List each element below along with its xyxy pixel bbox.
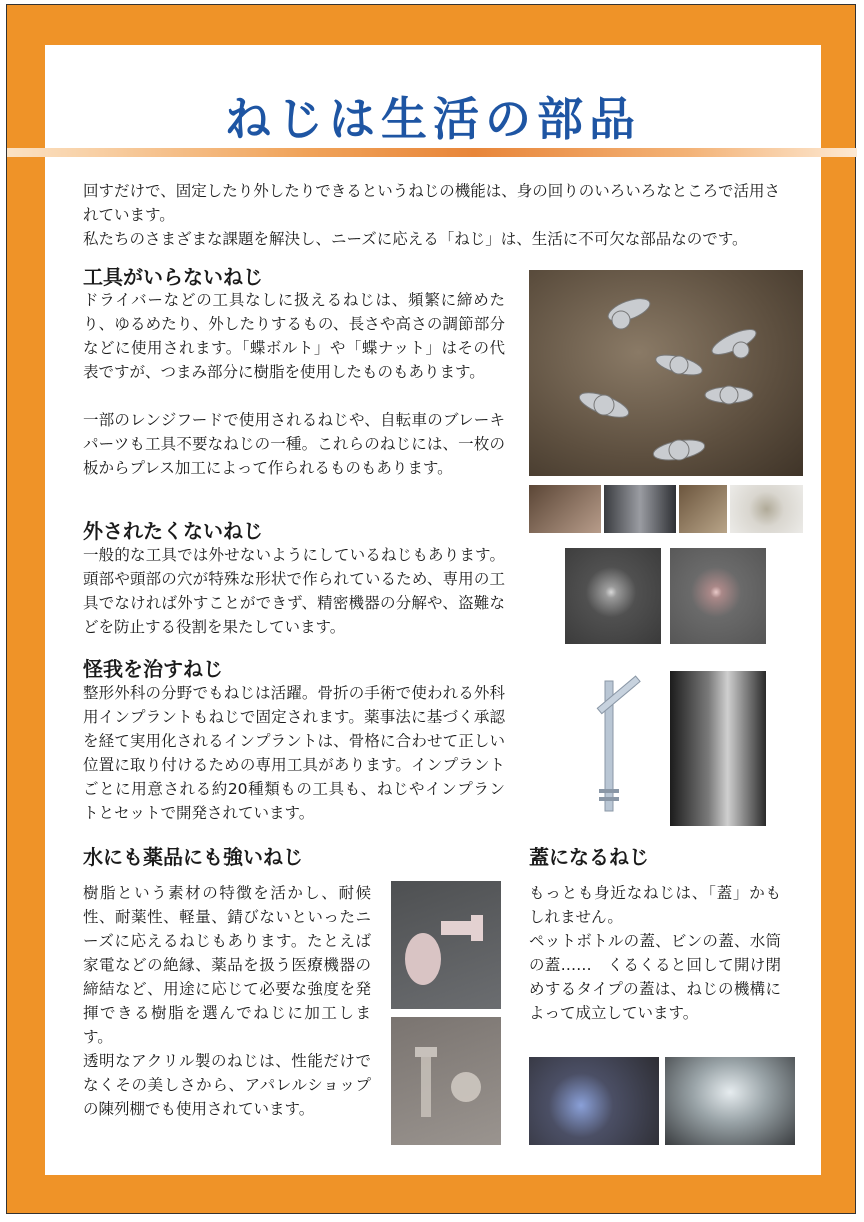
tamper-screw-photo-2 [670, 548, 766, 644]
content-panel [45, 45, 821, 1175]
bicycle-brake-photo [604, 485, 676, 533]
heading-medical: 怪我を治すねじ [83, 657, 223, 681]
acrylic-screw-photo [391, 1017, 501, 1145]
cap-paragraph-1: もっとも身近なねじは、「蓋」かもしれません。 [529, 884, 781, 926]
jar-lid-photo [665, 1057, 795, 1145]
range-hood-screw-photo [529, 485, 601, 533]
heading-cap: 蓋になるねじ [529, 845, 649, 869]
medical-paragraph: 整形外科の分野でもねじは活躍。骨折の手術で使われる外科用インプラントもねじで固定されます。薬事法に基づく承認を経て実用化されるインプラントは、骨格に合わせて正しい位置に取り付けるための専用工具があります。インプラントごとに用意される約20種類もの工具も、ねじやインプラントとセットで開発されています。 [83, 684, 505, 822]
title-divider [7, 148, 857, 157]
intro-paragraph-2: 私たちのさまざまな課題を解決し、ニーズに応える「ねじ」は、生活に不可欠な部品なのです。 [83, 230, 748, 248]
implant-icon [565, 671, 657, 821]
wing-nuts-photo [529, 270, 803, 476]
heading-resin: 水にも薬品にも強いねじ [83, 845, 303, 869]
resin-screw-photo [391, 881, 501, 1009]
tool-free-paragraph-1: ドライバーなどの工具なしに扱えるねじは、頻繁に締めたり、ゆるめたり、外したりするもの、長さや高さの調節部分などに使用されます。「蝶ボルト」や「蝶ナット」はその代表ですが、つまみ部分に樹脂を使用したものもあります。 [83, 291, 505, 381]
tamper-screw-photo-1 [565, 548, 661, 644]
intro-paragraph-1: 回すだけで、固定したり外したりできるというねじの機能は、身の回りのいろいろなところで活用されています。 [83, 182, 781, 224]
tool-free-paragraph-2: 一部のレンジフードで使用されるねじや、自転車のブレーキパーツも工具不要なねじの一種。これらのねじには、一枚の板からプレス加工によって作られるものもあります。 [83, 411, 505, 477]
cap-paragraph-2: ペットボトルの蓋、ビンの蓋、水筒の蓋…… くるくると回して開け閉めするタイプの蓋は、ねじの機構によって成立しています。 [529, 932, 781, 1022]
implant-photo [565, 671, 657, 821]
bottle-cap-photo [529, 1057, 659, 1145]
xray-photo [670, 671, 766, 826]
resin-paragraph-1: 樹脂という素材の特徴を活かし、耐候性、耐薬性、軽量、錆びないといったニーズに応えるねじもあります。たとえば家電などの絶縁、薬品を扱う医療機器の締結など、用途に応じて必要な強度を発揮できる樹脂を選んでねじに加工します。 [83, 884, 371, 1046]
page-frame [6, 4, 856, 1214]
heading-tool-free: 工具がいらないねじ [83, 265, 263, 289]
tamper-proof-paragraph: 一般的な工具では外せないようにしているねじもあります。頭部や頭部の穴が特殊な形状で作られているため、専用の工具でなければ外すことができず、精密機器の分解や、盗難などを防止する役割を果たしています。 [83, 546, 505, 636]
heading-tamper-proof: 外されたくないねじ [83, 519, 263, 543]
press-nut-photo [730, 485, 803, 533]
press-screw-photo [679, 485, 727, 533]
resin-screw-icon [391, 881, 501, 1009]
acrylic-screw-icon [391, 1017, 501, 1145]
resin-paragraph-2: 透明なアクリル製のねじは、性能だけでなくその美しさから、アパレルショップの陳列棚でも使用されています。 [83, 1052, 371, 1118]
wing-nut-icons [529, 270, 803, 476]
page-title: ねじは生活の部品 [225, 92, 641, 146]
